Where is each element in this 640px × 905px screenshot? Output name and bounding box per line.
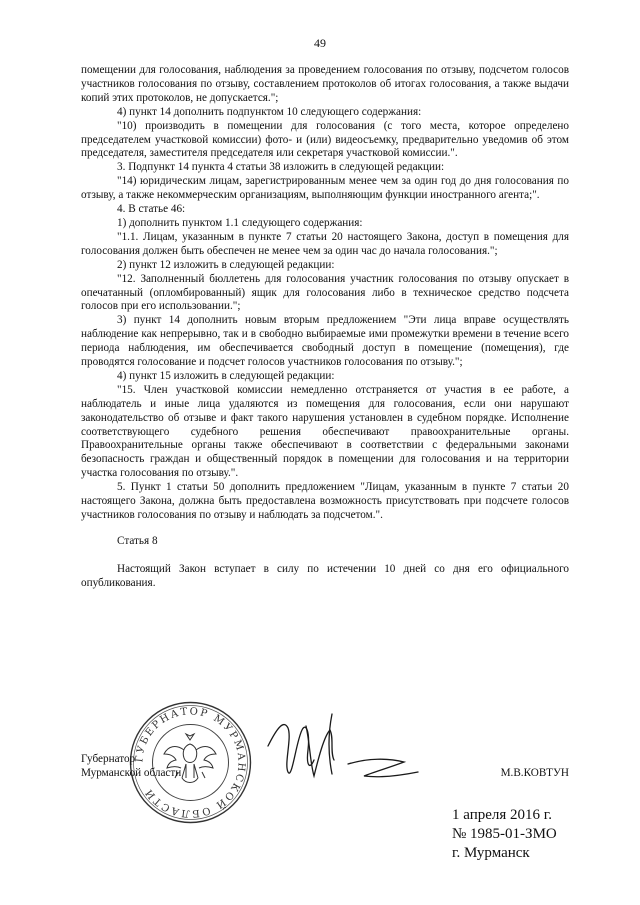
stamp-city: г. Мурманск <box>452 845 530 861</box>
paragraph: 1) дополнить пунктом 1.1 следующего содержания: <box>117 216 363 229</box>
paragraph: 4. В статье 46: <box>117 203 186 216</box>
paragraph: "14) юридическим лицам, зарегистрированным менее чем за один год до дня голосования по отзыву, а также некоммерческим организациям, выполняющим функции иностранного агента;". <box>81 175 569 202</box>
stamp-number: № 1985-01-ЗМО <box>452 826 557 842</box>
registration-stamp <box>452 806 557 863</box>
paragraph: 4) пункт 14 дополнить подпунктом 10 следующего содержания: <box>117 105 422 118</box>
position-line-1: Губернатор <box>81 753 136 765</box>
paragraph: 2) пункт 12 изложить в следующей редакции: <box>117 258 335 271</box>
signatory-name: М.В.КОВТУН <box>500 767 569 779</box>
seal-ring-text: ГУБЕРНАТОР МУРМАНСКОЙ ОБЛАСТИ <box>134 706 247 819</box>
paragraph: помещении для голосования, наблюдения за проведением голосования по отзыву, подсчетом голосов участников голосования по отзыву, составлением протоколов об итогах голосования, а также выдачи копий этих протоколов, не допускается."; <box>81 64 569 104</box>
article-text: Настоящий Закон вступает в силу по истечении 10 дней со дня его официального опубликования. <box>81 562 569 589</box>
signatory-position <box>81 752 181 780</box>
position-line-2: Мурманской области <box>81 767 182 779</box>
page-number: 49 <box>314 36 326 50</box>
paragraph: 5. Пункт 1 статьи 50 дополнить предложением "Лицам, указанным в пункте 7 статьи 20 настоящего Закона, должна быть предоставлена возможность присутствовать при подсчете голосов участников голосования по отзыву и наблюдать за подсчетом.". <box>81 481 569 521</box>
paragraph: 3) пункт 14 дополнить новым вторым предложением "Эти лица вправе осуществлять наблюдение как непрерывно, так и в свободно выбираемые ими промежутки времени в течение всего периода наблюдения, им обеспечивается свободный доступ в помещение (помещения), где проводятся голосование и подсчет голосов участников голосования по отзыву."; <box>81 314 569 369</box>
document-body <box>81 64 569 591</box>
paragraph: "12. Заполненный бюллетень для голосования участник голосования по отзыву опускает в опечатанный (опломбированный) ящик для голосования либо в техническое средство подсчета голосов при его использовании."; <box>81 272 569 313</box>
paragraph: 4) пункт 15 изложить в следующей редакции: <box>117 369 335 382</box>
stamp-date: 1 апреля 2016 г. <box>452 807 552 823</box>
article-title: Статья 8 <box>117 534 158 547</box>
handwritten-signature <box>262 706 422 786</box>
paragraph: "15. Член участковой комиссии немедленно отстраняется от участия в ее работе, а наблюдатель и иные лица удаляются из помещения для голосования, если они нарушают законодательство об отзыве и факт такого нарушения установлен в судебном порядке. Исполнение соответствующего судебного решения обеспечивают правоохранительные органы. Правоохранительные органы также обеспечивают в соответствии с федеральными законами безопасность граждан и общественный порядок в помещении для голосования и на территории участка голосования по отзыву.". <box>81 383 569 480</box>
paragraph: "1.1. Лицам, указанным в пункте 7 статьи 20 настоящего Закона, доступ в помещения для голосования должен быть обеспечен не менее чем за один час до начала голосования."; <box>81 230 569 257</box>
paragraph: "10) производить в помещении для голосования (с того места, которое определено председателем участковой комиссии) фото- и (или) видеосъемку, предварительно уведомив об этом председателя, заместителя председателя или секретаря участковой комиссии.". <box>81 119 569 160</box>
paragraph: 3. Подпункт 14 пункта 4 статьи 38 изложить в следующей редакции: <box>117 161 445 174</box>
